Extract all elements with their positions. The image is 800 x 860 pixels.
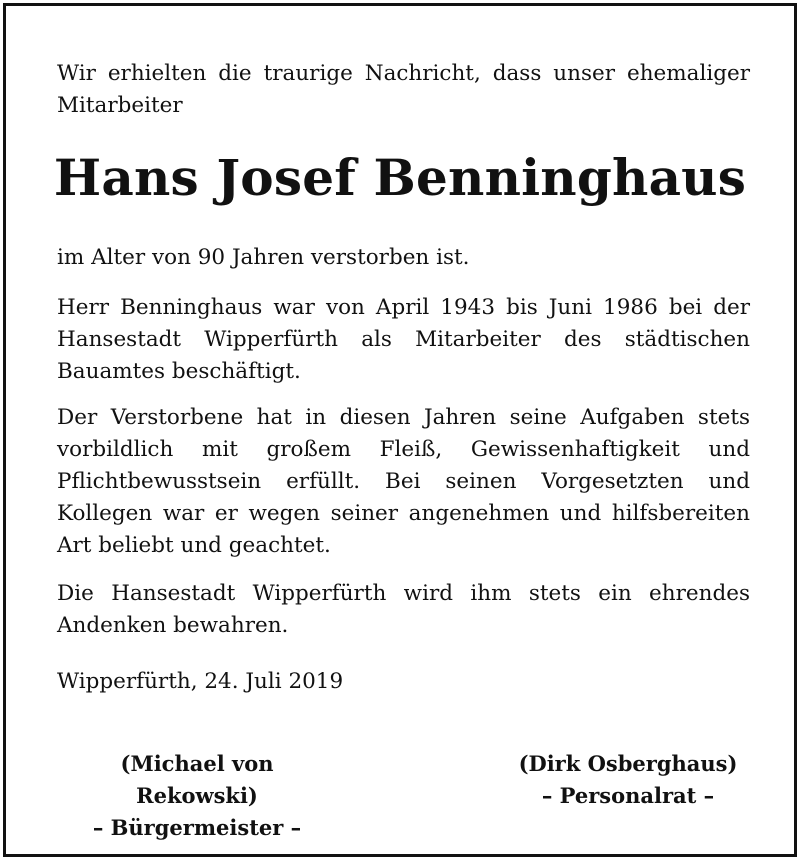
- obituary-notice: [3, 3, 797, 857]
- signatory-name: (Dirk Osberghaus): [518, 751, 738, 776]
- signature-staff-council: [506, 748, 750, 812]
- place-date: Wipperfürth, 24. Juli 2019: [57, 669, 344, 694]
- signature-mayor: [57, 748, 337, 844]
- tribute-text: Der Verstorbene hat in diesen Jahren seine Aufgaben stets vorbildlich mit großem Fleiß, Gewissenhaftigkeit und Pflichtbewusstsein erfüllt. Bei seinen Vorgesetzten und Kollegen war er wegen seiner angenehmen und hilfsbereiten Art beliebt und geachtet.: [57, 405, 750, 558]
- signatory-title: – Bürgermeister –: [92, 815, 302, 840]
- intro-text: Wir erhielten die traurige Nachricht, dass unser ehemaliger Mitarbeiter: [57, 61, 750, 118]
- deceased-name: Hans Josef Benninghaus: [53, 148, 747, 207]
- signatory-title: – Personalrat –: [541, 783, 715, 808]
- career-text: Herr Benninghaus war von April 1943 bis Juni 1986 bei der Hansestadt Wipperfürth als Mitarbeiter des städtischen Bauamtes beschäftigt.: [57, 295, 750, 384]
- age-text: im Alter von 90 Jahren verstorben ist.: [57, 245, 470, 270]
- signatory-name: (Michael von Rekowski): [120, 751, 274, 808]
- remembrance-text: Die Hansestadt Wipperfürth wird ihm stets ein ehrendes Andenken bewahren.: [57, 581, 750, 638]
